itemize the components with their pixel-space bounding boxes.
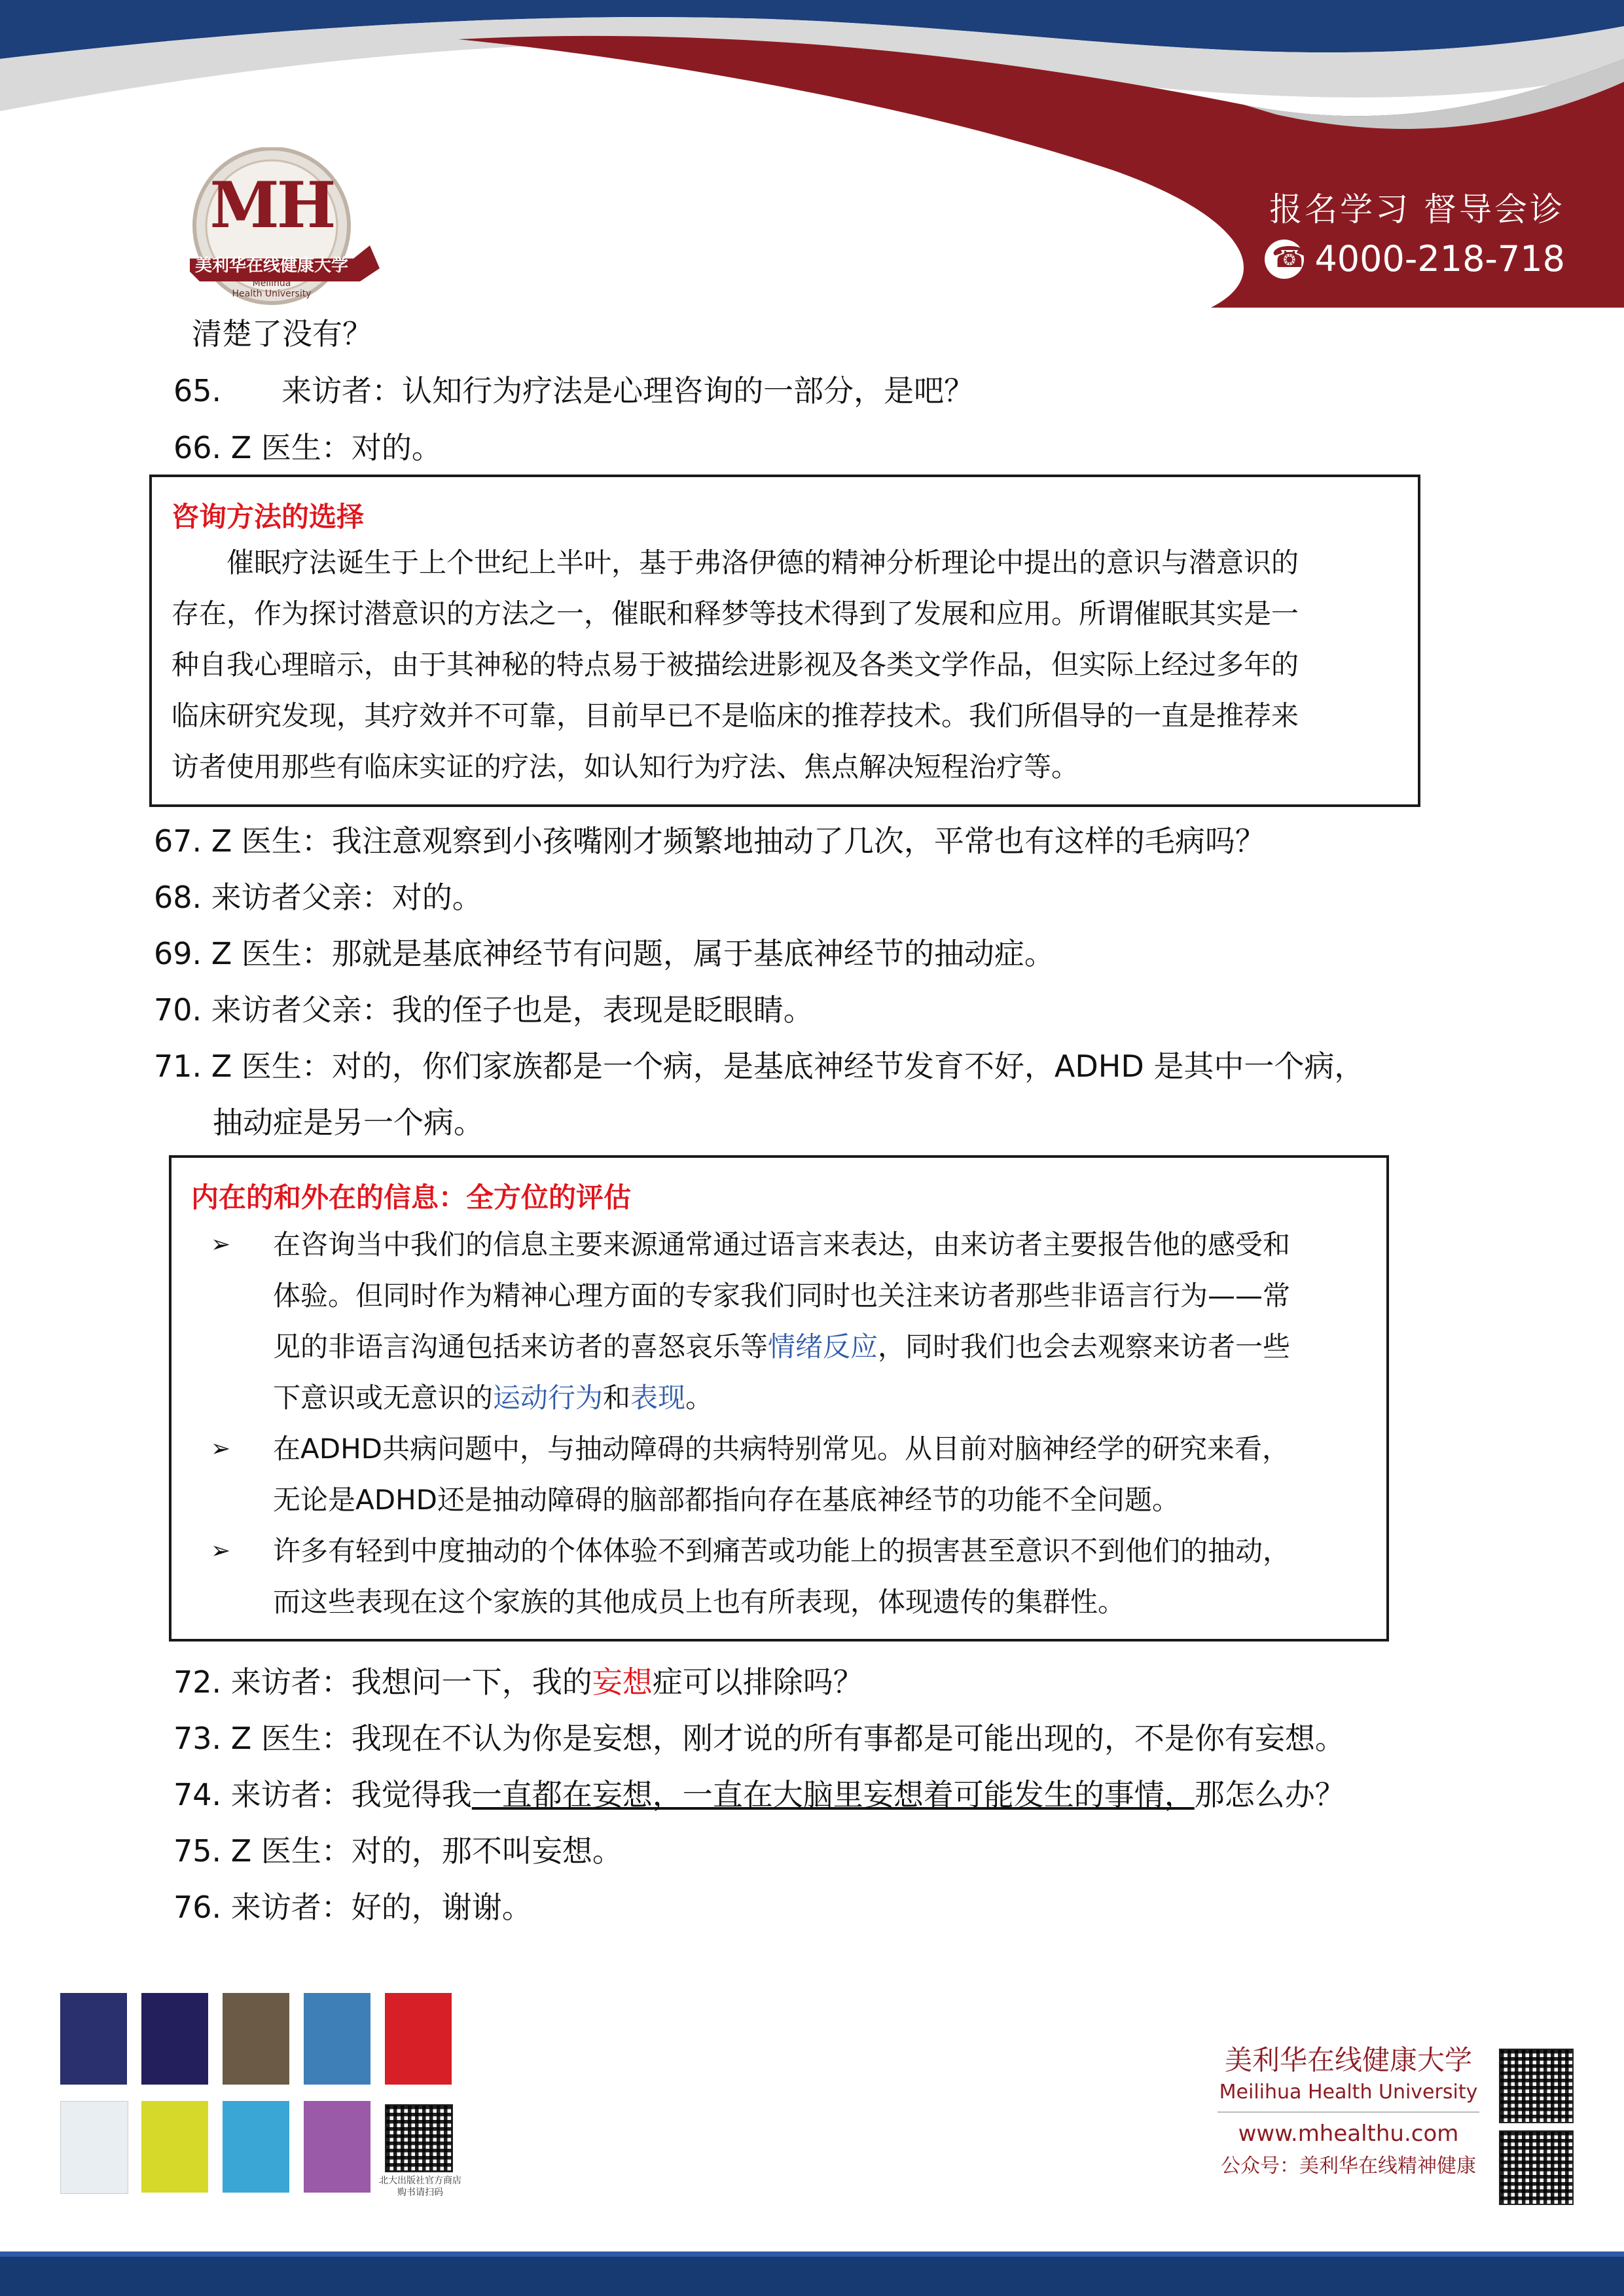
text-span: 那怎么办？ [1194, 1777, 1345, 1812]
dialogue-line: 66. Z 医生：对的。 [173, 430, 442, 465]
caption-line: 北大出版社官方商店 [379, 2176, 461, 2186]
bullet-line: 而这些表现在这个家族的其他成员上也有所表现，体现遗传的集群性。 [273, 1586, 1126, 1618]
underlined-text: 一直都在妄想，一直在大脑里妄想着可能发生的事情， [471, 1777, 1195, 1812]
book-cover [223, 2101, 289, 2193]
text-span: 和 [603, 1382, 631, 1414]
book-covers [60, 1993, 461, 2209]
text-span: 74. 来访者：我觉得我 [173, 1777, 472, 1812]
highlight-delusion: 妄想 [592, 1664, 653, 1700]
note-box-title: 内在的和外在的信息：全方位的评估 [191, 1181, 632, 1213]
text-span: 症可以排除吗？ [652, 1664, 863, 1700]
bullet-item [191, 1219, 1367, 1424]
note-box-method [149, 475, 1420, 807]
bullet-line: 在咨询当中我们的信息主要来源通常通过语言来表达，由来访者主要报告他的感受和 [273, 1229, 1291, 1261]
bullet-line [273, 1372, 1367, 1424]
dialogue-line [173, 1775, 1345, 1814]
note-box-assessment [169, 1155, 1389, 1641]
text-span: 见的非语言沟通包括来访者的喜怒哀乐等 [273, 1331, 768, 1363]
footer-website[interactable]: www.mhealthu.com [1238, 2121, 1459, 2147]
arrow-bullet-icon: ➢ [211, 1231, 231, 1258]
bullet-line [273, 1321, 1367, 1372]
dialogue-line: 清楚了没有？ [192, 316, 372, 351]
dialogue-line: 抽动症是另一个病。 [213, 1105, 484, 1140]
arrow-bullet-icon: ➢ [211, 1435, 231, 1462]
bullet-item [191, 1424, 1367, 1526]
wechat-qr-code[interactable] [1499, 2130, 1574, 2205]
book-cover [385, 1993, 452, 2085]
note-box-title: 咨询方法的选择 [171, 501, 365, 533]
footer-brand [1218, 2039, 1479, 2178]
dialogue-line: 65. 来访者：认知行为疗法是心理咨询的一部分，是吧？ [173, 373, 975, 408]
logo-en-name [190, 278, 353, 299]
bullet-line: 无论是ADHD还是抽动障碍的脑部都指向存在基底神经节的功能不全问题。 [273, 1484, 1180, 1516]
header-contact [1225, 183, 1565, 279]
store-qr-code[interactable] [385, 2104, 453, 2172]
dialogue-line: 70. 来访者父亲：我的侄子也是，表现是眨眼睛。 [154, 992, 814, 1028]
text-span: ，同时我们也会去观察来访者一些 [878, 1331, 1291, 1363]
caption-line: 购书请扫码 [397, 2187, 443, 2198]
book-cover [304, 2101, 370, 2193]
highlight-emotion: 情绪反应 [768, 1331, 878, 1363]
note-box-line: 临床研究发现，其疗效并不可靠，目前早已不是临床的推荐技术。我们所倡导的一直是推荐来 [171, 700, 1299, 732]
mh-logo [190, 147, 412, 311]
book-cover [60, 2101, 128, 2194]
book-cover [141, 1993, 208, 2085]
header-phone [1225, 238, 1565, 279]
book-cover [60, 1993, 127, 2085]
website-qr-code[interactable] [1499, 2049, 1574, 2123]
text-span: 。 [685, 1382, 713, 1414]
logo-mark: MH [209, 168, 334, 242]
bullet-item [191, 1526, 1367, 1628]
note-box-line: 种自我心理暗示，由于其神秘的特点易于被描绘进影视及各类文学作品，但实际上经过多年的 [171, 649, 1299, 681]
dialogue-line: 76. 来访者：好的，谢谢。 [173, 1890, 532, 1925]
footer-brand-en: Meilihua Health University [1219, 2081, 1478, 2104]
highlight-expression: 表现 [630, 1382, 686, 1414]
logo-cn-name: 美利华在线健康大学 [194, 256, 348, 276]
bullet-line: 体验。但同时作为精神心理方面的专家我们同时也关注来访者那些非语言行为——常 [273, 1280, 1291, 1312]
book-cover [141, 2101, 208, 2193]
note-box-line: 访者使用那些有临床实证的疗法，如认知行为疗法、焦点解决短程治疗等。 [171, 751, 1079, 783]
footer-wechat-account: 公众号：美利华在线精神健康 [1221, 2155, 1476, 2178]
dialogue-line: 71. Z 医生：对的，你们家族都是一个病，是基底神经节发育不好，ADHD 是其中一个病， [154, 1049, 1365, 1084]
logo-en-line2: Health University [232, 289, 312, 299]
note-box-line: 存在，作为探讨潜意识的方法之一，催眠和释梦等技术得到了发展和应用。所谓催眠其实是一 [171, 598, 1299, 630]
logo-en-line1: Meilihua [252, 278, 291, 289]
bullet-line: 在ADHD共病问题中，与抽动障碍的共病特别常见。从目前对脑神经学的研究来看， [273, 1433, 1290, 1465]
highlight-motor: 运动行为 [493, 1382, 604, 1414]
dialogue-line: 73. Z 医生：我现在不认为你是妄想，刚才说的所有事都是可能出现的，不是你有妄想。 [173, 1721, 1345, 1756]
book-cover [223, 1993, 289, 2085]
header-phone-number: 4000-218-718 [1314, 238, 1565, 279]
dialogue-line: 75. Z 医生：对的，那不叫妄想。 [173, 1833, 623, 1869]
note-box-line: 催眠疗法诞生于上个世纪上半叶，基于弗洛伊德的精神分析理论中提出的意识与潜意识的 [171, 547, 1299, 579]
footer-divider [1218, 2111, 1479, 2113]
phone-icon [1265, 240, 1304, 279]
bullet-line: 许多有轻到中度抽动的个体体验不到痛苦或功能上的损害甚至意识不到他们的抽动， [273, 1535, 1291, 1567]
text-span: 72. 来访者：我想问一下，我的 [173, 1664, 592, 1700]
store-qr-caption [368, 2175, 473, 2198]
arrow-bullet-icon: ➢ [211, 1537, 231, 1564]
book-cover [304, 1993, 370, 2085]
dialogue-line: 67. Z 医生：我注意观察到小孩嘴刚才频繁地抽动了几次，平常也有这样的毛病吗？ [154, 823, 1265, 859]
dialogue-line [173, 1662, 863, 1702]
footer-bar [0, 2251, 1624, 2296]
text-span: 下意识或无意识的 [273, 1382, 494, 1414]
header-slogan: 报名学习 督导会诊 [1269, 190, 1565, 228]
footer-brand-cn: 美利华在线健康大学 [1224, 2044, 1472, 2076]
dialogue-line: 69. Z 医生：那就是基底神经节有问题，属于基底神经节的抽动症。 [154, 936, 1055, 971]
dialogue-line: 68. 来访者父亲：对的。 [154, 880, 482, 915]
